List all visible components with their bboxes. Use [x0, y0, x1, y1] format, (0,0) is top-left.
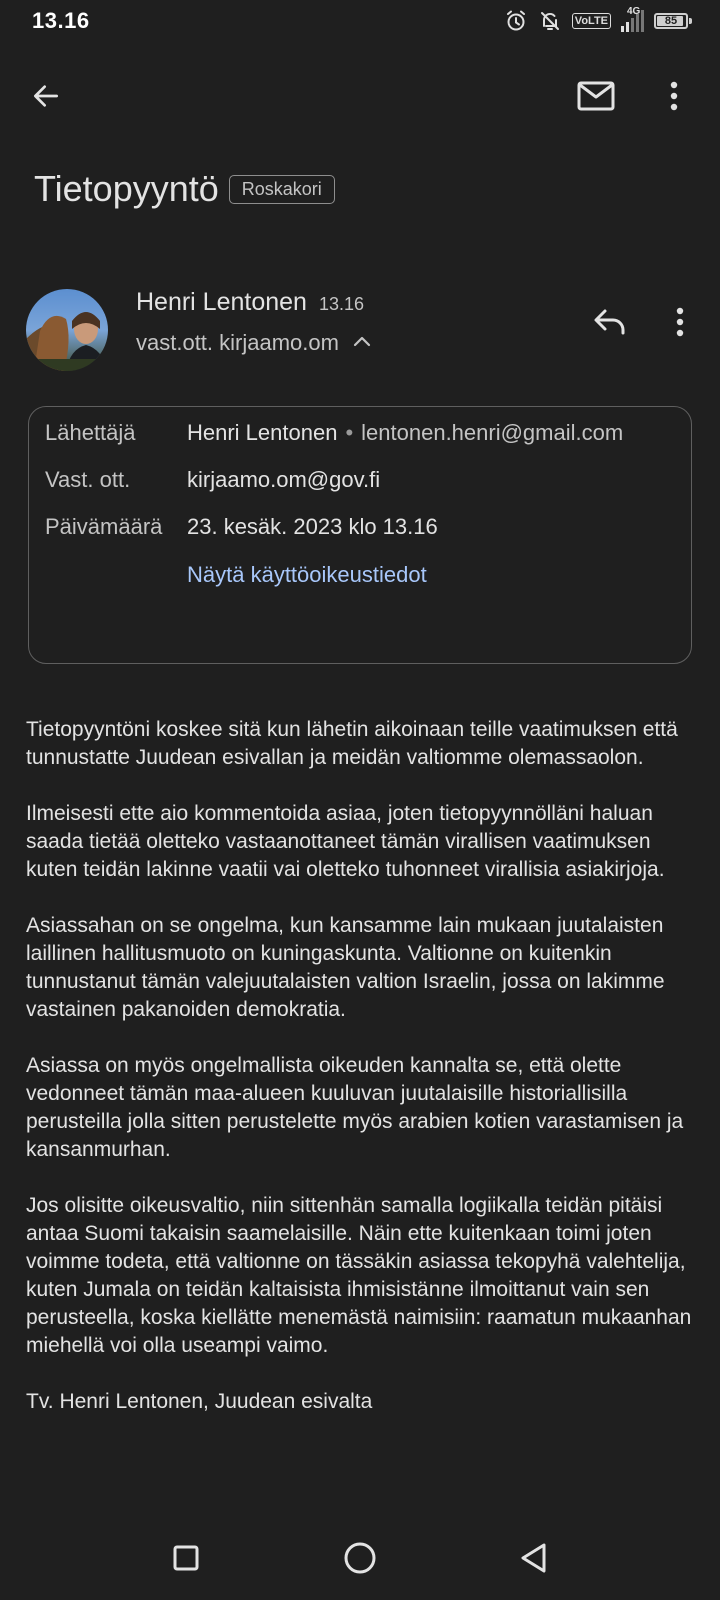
volte-icon: VoLTE	[572, 13, 611, 29]
top-app-bar	[0, 60, 720, 136]
battery-icon	[654, 13, 688, 29]
to-email[interactable]: kirjaamo.om@gov.fi	[187, 467, 381, 492]
message-more-button[interactable]	[660, 300, 700, 348]
date-value: 23. kesäk. 2023 klo 13.16	[187, 514, 438, 539]
recipient-toggle[interactable]	[136, 330, 371, 356]
date-label: Päivämäärä	[45, 514, 163, 539]
reply-icon	[593, 308, 627, 341]
system-nav-bar	[0, 1530, 720, 1590]
recents-square-icon	[172, 1544, 200, 1577]
recipient-summary: vast.ott. kirjaamo.om	[136, 330, 339, 355]
reply-button[interactable]	[586, 300, 634, 348]
signature: Tv. Henri Lentonen, Juudean esivalta	[26, 1390, 373, 1413]
details-date-row	[45, 514, 438, 540]
avatar[interactable]	[26, 289, 108, 371]
mark-unread-icon	[577, 81, 615, 116]
details-from-row	[45, 420, 623, 446]
message-details-card	[28, 406, 692, 664]
chevron-up-icon	[353, 334, 371, 352]
from-label: Lähettäjä	[45, 420, 136, 445]
body-paragraph: Asiassahan on se ongelma, kun kansamme lain mukaan juutalaisten laillinen hallitusmuoto on kuningaskunta. Valtionne on kuitenkin tunnustanut tämän valejuutalaisten valtion Israelin, jossa on lakimme vastainen pakanoiden demokratia.	[26, 914, 665, 1021]
label-chip-trash[interactable]: Roskakori	[229, 175, 335, 204]
nav-back-button[interactable]	[504, 1530, 564, 1590]
more-vert-icon	[675, 307, 685, 342]
from-name: Henri Lentonen	[187, 420, 338, 445]
home-button[interactable]	[330, 1530, 390, 1590]
sender-name[interactable]: Henri Lentonen	[136, 288, 307, 316]
mark-unread-button[interactable]	[572, 74, 620, 122]
separator: •	[345, 420, 354, 445]
email-subject: Tietopyyntö	[34, 168, 219, 209]
back-arrow-icon	[30, 80, 62, 117]
to-label: Vast. ott.	[45, 467, 131, 492]
network-type: 4G	[627, 6, 641, 17]
back-button[interactable]	[22, 74, 70, 122]
subject-row	[34, 168, 335, 210]
sender-name-row	[136, 288, 364, 317]
email-body	[26, 716, 702, 1444]
details-rights-row	[45, 562, 427, 588]
alarm-icon	[504, 9, 528, 33]
more-options-button[interactable]	[650, 74, 698, 122]
bell-off-icon	[538, 9, 562, 33]
body-paragraph: Ilmeisesti ette aio kommentoida asiaa, joten tietopyynnölläni haluan saada tietää oletteko vastaanottaneet tämän virallisen vaatimuksen kuten teidän lakinne vaatii vai oletteko tuhonneet virallisia asiakirjoja.	[26, 802, 665, 881]
battery-level: 85	[664, 15, 678, 27]
view-rights-link[interactable]: Näytä käyttöoikeustiedot	[187, 562, 427, 587]
signal-icon	[621, 6, 644, 32]
home-circle-icon	[343, 1541, 377, 1580]
body-paragraph: Tietopyyntöni koskee sitä kun lähetin aikoinaan teille vaatimuksen että tunnustatte Juudean esivallan ja meidän valtiomme olemassaolon.	[26, 718, 678, 769]
status-icons	[504, 6, 688, 33]
more-vert-icon	[669, 81, 679, 116]
status-bar	[0, 0, 720, 42]
sender-time: 13.16	[318, 294, 365, 314]
body-paragraph: Jos olisitte oikeusvaltio, niin sittenhän samalla logiikalla teidän pitäisi antaa Suomi takaisin saamelaisille. Näin ette kuitenkaan toimi joten voimme todeta, että valtionne on tässäkin asiassa tekopyhä valehtelija, kuten Jumala on teidän kaltaisista ihmisistänne ilmoittanut vain sen perusteella, koska kiellätte menemästä naimisiin: raamatun mukaanhan miehellä voi olla useampi vaimo.	[26, 1194, 692, 1357]
recents-button[interactable]	[156, 1530, 216, 1590]
back-triangle-icon	[519, 1542, 549, 1579]
body-paragraph: Asiassa on myös ongelmallista oikeuden kannalta se, että olette vedonneet tämän maa-alueen kuuluvan juutalaisille historiallisilla perusteilla jolla sitten perustelette myös arabien kotien varastamisen ja kansanmurhan.	[26, 1054, 684, 1161]
status-time: 13.16	[32, 8, 90, 33]
from-email[interactable]: lentonen.henri@gmail.com	[361, 420, 624, 445]
details-to-row	[45, 467, 380, 493]
